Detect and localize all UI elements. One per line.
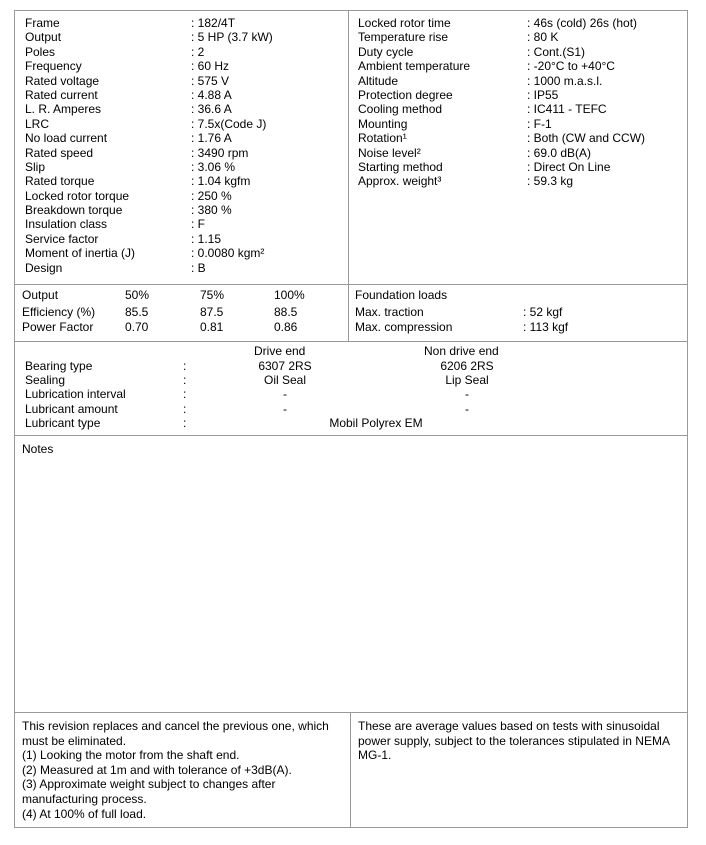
load-divider <box>348 284 349 341</box>
spec-row <box>358 160 683 174</box>
bearing-type-de: 6307 2RS <box>258 359 312 373</box>
foundation-title: Foundation loads <box>355 288 448 302</box>
spec-label: Locked rotor torque <box>25 188 130 203</box>
spec-label: Frequency <box>25 59 82 74</box>
specs-divider <box>348 10 349 284</box>
drive-end-header: Drive end <box>254 344 306 358</box>
spec-value: : 1.04 kgfm <box>191 174 251 189</box>
spec-label: Service factor <box>25 231 99 246</box>
efficiency-100: 88.5 <box>274 305 298 319</box>
spec-value: : 7.5x(Code J) <box>191 116 267 131</box>
power-factor-label: Power Factor <box>22 320 94 334</box>
spec-label: Moment of inertia (J) <box>25 246 136 261</box>
lubricant-amount-nde: - <box>465 402 469 416</box>
spec-label: L. R. Amperes <box>25 102 102 117</box>
spec-value: : IC411 - TEFC <box>527 102 607 117</box>
load-header-75: 75% <box>200 288 225 302</box>
spec-label: Rotation¹ <box>358 131 407 146</box>
footer-divider <box>350 712 351 828</box>
spec-value: : F-1 <box>527 116 552 131</box>
spec-label: Rated torque <box>25 174 95 189</box>
spec-value: : 36.6 A <box>191 102 232 117</box>
bearing-type-colon: : <box>183 359 187 373</box>
spec-label: Breakdown torque <box>25 203 123 218</box>
max-traction-label: Max. traction <box>355 305 424 319</box>
sealing-label: Sealing <box>25 373 66 387</box>
spec-label: Output <box>25 30 62 45</box>
sealing-de: Oil Seal <box>263 373 307 387</box>
max-compression-value: : 113 kgf <box>523 320 569 334</box>
spec-label: Altitude <box>358 73 399 88</box>
lubrication-interval-label: Lubrication interval <box>25 387 126 401</box>
lubricant-amount-de: - <box>283 402 287 416</box>
efficiency-50: 85.5 <box>125 305 149 319</box>
spec-row <box>25 88 345 102</box>
spec-row <box>358 131 683 145</box>
lubrication-interval-de: - <box>283 387 287 401</box>
note-line: This revision replaces and cancel the previous one, which <box>22 719 329 733</box>
section-divider-2 <box>14 341 688 342</box>
power-factor-100: 0.86 <box>274 320 298 334</box>
max-compression-label: Max. compression <box>355 320 453 334</box>
spec-value: : F <box>191 217 205 232</box>
spec-row <box>25 146 345 160</box>
spec-label: Protection degree <box>358 87 453 102</box>
section-divider-3 <box>14 435 688 436</box>
efficiency-75: 87.5 <box>200 305 224 319</box>
spec-row <box>25 203 345 217</box>
spec-row <box>358 146 683 160</box>
lubricant-amount-colon: : <box>183 402 187 416</box>
spec-label: LRC <box>25 116 50 131</box>
spec-row <box>25 117 345 131</box>
spec-value: : -20°C to +40°C <box>527 59 615 74</box>
spec-row <box>358 30 683 44</box>
spec-value: : 69.0 dB(A) <box>527 145 592 160</box>
spec-value: : B <box>191 260 206 275</box>
note-line: These are average values based on tests with sinusoidal <box>358 719 660 733</box>
spec-label: Locked rotor time <box>358 16 451 30</box>
spec-label: No load current <box>25 131 108 146</box>
bearing-type-nde: 6206 2RS <box>440 359 494 373</box>
lubricant-type-value: Mobil Polyrex EM <box>329 416 423 430</box>
spec-value: : 1000 m.a.s.l. <box>527 73 603 88</box>
spec-value: : Both (CW and CCW) <box>527 131 646 146</box>
spec-label: Rated current <box>25 87 98 102</box>
spec-value: : 59.3 kg <box>527 174 574 189</box>
note-line: (4) At 100% of full load. <box>22 806 147 821</box>
spec-value: : 182/4T <box>191 16 236 30</box>
spec-label: Rated speed <box>25 145 94 160</box>
spec-row <box>25 160 345 174</box>
spec-label: Starting method <box>358 159 443 174</box>
sealing-colon: : <box>183 373 187 387</box>
spec-value: : 3.06 % <box>191 159 236 174</box>
spec-row <box>25 174 345 188</box>
spec-label: Poles <box>25 44 56 59</box>
spec-value: : 1.76 A <box>191 131 232 146</box>
spec-label: Cooling method <box>358 102 443 117</box>
spec-row <box>358 45 683 59</box>
spec-value: : 5 HP (3.7 kW) <box>191 30 273 45</box>
specs-right-column <box>358 16 683 189</box>
lubricant-type-label: Lubricant type <box>25 416 101 430</box>
spec-row <box>358 16 683 30</box>
spec-label: Temperature rise <box>358 30 449 45</box>
spec-row <box>25 59 345 73</box>
spec-row <box>25 232 345 246</box>
footer-left-notes <box>22 719 346 821</box>
lubricant-type-colon: : <box>183 416 187 430</box>
spec-row <box>25 30 345 44</box>
spec-value: : 46s (cold) 26s (hot) <box>527 16 638 30</box>
non-drive-end-header: Non drive end <box>424 344 499 358</box>
spec-value: : 250 % <box>191 188 232 203</box>
spec-value: : IP55 <box>527 87 559 102</box>
spec-label: Insulation class <box>25 217 108 232</box>
efficiency-label: Efficiency (%) <box>22 305 96 319</box>
load-header-50: 50% <box>125 288 150 302</box>
spec-value: : 4.88 A <box>191 87 232 102</box>
spec-row <box>25 217 345 231</box>
spec-label: Mounting <box>358 116 408 131</box>
spec-row <box>25 131 345 145</box>
spec-label: Rated voltage <box>25 73 100 88</box>
note-line: manufacturing process. <box>22 791 147 806</box>
spec-label: Ambient temperature <box>358 59 471 74</box>
spec-row <box>358 74 683 88</box>
notes-title: Notes <box>22 442 54 456</box>
load-header-label: Output <box>22 288 59 302</box>
spec-label: Design <box>25 260 63 275</box>
spec-row <box>358 59 683 73</box>
spec-value: : 3490 rpm <box>191 145 249 160</box>
spec-label: Duty cycle <box>358 44 414 59</box>
spec-value: : 575 V <box>191 73 230 88</box>
load-header-100: 100% <box>274 288 305 302</box>
note-line: (1) Looking the motor from the shaft end. <box>22 748 240 763</box>
specs-left-column <box>25 16 345 275</box>
spec-value: : 80 K <box>527 30 559 45</box>
spec-row <box>25 45 345 59</box>
spec-label: Slip <box>25 159 46 174</box>
bearing-type-label: Bearing type <box>25 359 93 373</box>
spec-value: : 380 % <box>191 203 232 218</box>
spec-row <box>25 261 345 275</box>
note-line: (2) Measured at 1m and with tolerance of +3dB(A). <box>22 762 292 777</box>
spec-row <box>25 246 345 260</box>
spec-value: : 1.15 <box>191 231 222 246</box>
spec-value: : Cont.(S1) <box>527 44 586 59</box>
lubricant-amount-label: Lubricant amount <box>25 402 118 416</box>
power-factor-75: 0.81 <box>200 320 224 334</box>
section-divider-1 <box>14 284 688 285</box>
spec-row <box>358 102 683 116</box>
lubrication-interval-nde: - <box>465 387 469 401</box>
note-line: must be eliminated. <box>22 733 127 748</box>
spec-value: : 0.0080 kgm² <box>191 246 265 261</box>
spec-row <box>25 189 345 203</box>
spec-row <box>358 174 683 188</box>
spec-value: : 60 Hz <box>191 59 230 74</box>
power-factor-50: 0.70 <box>125 320 149 334</box>
spec-label: Noise level² <box>358 145 421 160</box>
spec-row <box>358 117 683 131</box>
spec-row <box>25 16 345 30</box>
note-line: MG-1. <box>358 748 392 763</box>
max-traction-value: : 52 kgf <box>523 305 563 319</box>
spec-value: : Direct On Line <box>527 159 611 174</box>
section-divider-4 <box>14 712 688 713</box>
note-line: (3) Approximate weight subject to changes after <box>22 777 276 792</box>
lubrication-interval-colon: : <box>183 387 187 401</box>
spec-label: Approx. weight³ <box>358 174 442 189</box>
spec-value: : 2 <box>191 44 205 59</box>
note-line: power supply, subject to the tolerances stipulated in NEMA <box>358 733 670 748</box>
spec-row <box>358 88 683 102</box>
spec-row <box>25 74 345 88</box>
spec-label: Frame <box>25 16 60 30</box>
spec-row <box>25 102 345 116</box>
footer-right-notes <box>358 719 683 763</box>
sealing-nde: Lip Seal <box>445 373 489 387</box>
